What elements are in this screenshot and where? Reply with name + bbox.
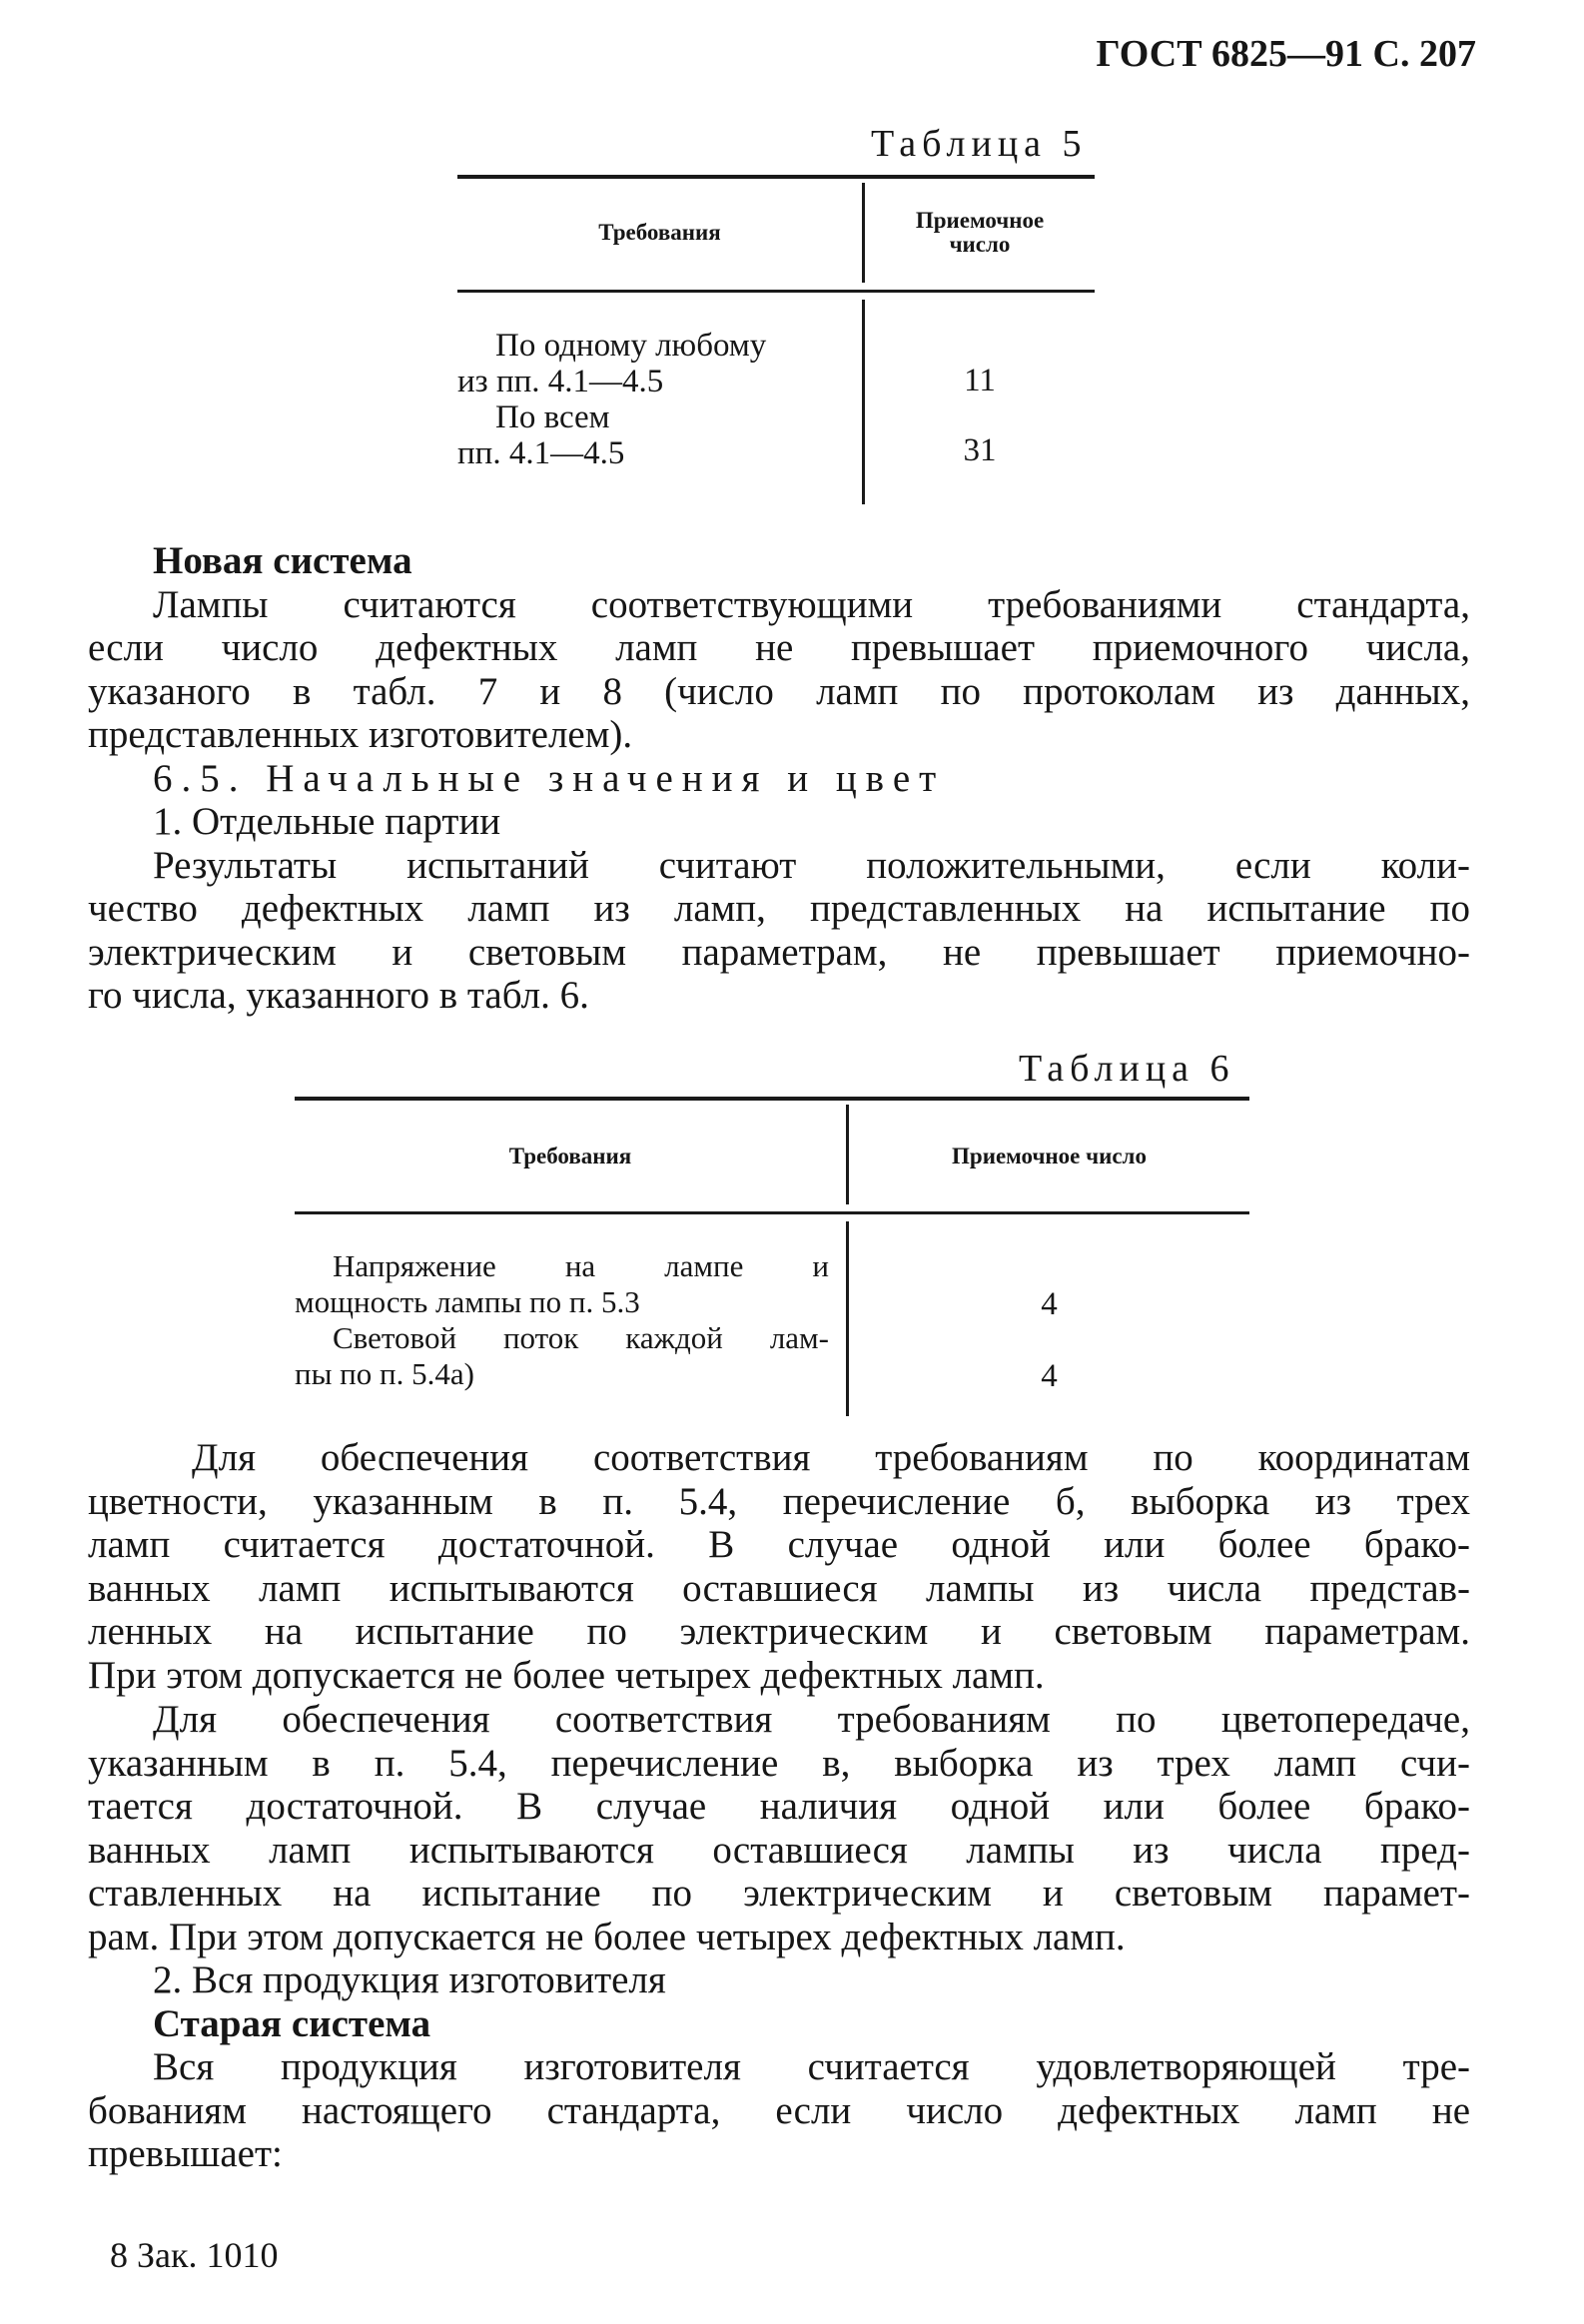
text-line: ванных ламп испытываются оставшиеся лампы из числа пред- (88, 1828, 1470, 1872)
table6-header-requirements: Требования (508, 1144, 632, 1168)
table6-row1-value: 4 (1041, 1286, 1058, 1322)
text-line: указаного в табл. 7 и 8 (число ламп по протоколам из данных, (88, 669, 1470, 713)
text-line: ленных на испытание по электрическим и световым параметрам. (88, 1610, 1470, 1653)
table6-row1-requirement: Напряжение на лампе и мощность лампы по п. 5.3 (295, 1248, 829, 1319)
table5-row2-requirement: По всем пп. 4.1—4.5 (457, 399, 625, 471)
text-line: рам. При этом допускается не более четырех дефектных ламп. (88, 1915, 1126, 1958)
table5-row2-value: 31 (963, 432, 997, 468)
text-line: ванных ламп испытываются оставшиеся лампы из числа представ- (88, 1566, 1470, 1610)
text-line: Вся продукция изготовителя считается удовлетворяющей тре- (153, 2045, 1470, 2088)
table5-row1-value: 11 (964, 363, 996, 398)
text-line: указанным в п. 5.4, перечисление в, выборка из трех ламп счи- (88, 1741, 1470, 1785)
text-line: Для обеспечения соответствия требованиям по координатам (192, 1436, 1470, 1479)
table5 (457, 175, 1095, 504)
text-line: При этом допускается не более четырех дефектных ламп. (88, 1653, 1045, 1697)
color-rendering-paragraph (88, 1698, 1470, 2176)
text-line: представленных изготовителем). (88, 713, 633, 756)
page-footer: 8 Зак. 1010 (110, 2235, 279, 2275)
chromaticity-paragraph (88, 1436, 1470, 1697)
text-line: тается достаточной. В случае наличия одной или более брако- (88, 1785, 1470, 1828)
text-line: Для обеспечения соответствия требованиям по цветопередаче, (153, 1698, 1470, 1741)
section-6-5-subtitle: 1. Отдельные партии (153, 800, 501, 843)
table5-caption: Таблица 5 (871, 123, 1088, 165)
text-line: Лампы считаются соответствующими требованиями стандарта, (153, 582, 1470, 626)
table6 (295, 1097, 1249, 1416)
table5-header-requirements: Требования (598, 220, 721, 245)
table6-row2-requirement: Световой поток каждой лам- пы по п. 5.4а) (295, 1320, 829, 1391)
new-system-heading: Новая система (153, 539, 412, 582)
old-system-heading: Старая система (153, 2001, 431, 2045)
table6-row2-value: 4 (1041, 1358, 1058, 1394)
text-line: если число дефектных ламп не превышает приемочного числа, (88, 626, 1470, 669)
page-header: ГОСТ 6825—91 С. 207 (1096, 33, 1476, 75)
text-line: цветности, указанным в п. 5.4, перечисление б, выборка из трех (88, 1479, 1470, 1523)
text-line: го числа, указанного в табл. 6. (88, 974, 589, 1017)
text-line: превышает: (88, 2132, 283, 2175)
text-line: бованиям настоящего стандарта, если число дефектных ламп не (88, 2088, 1470, 2132)
table6-header-acceptance: Приемочное число (952, 1144, 1147, 1168)
text-line: электрическим и световым параметрам, не превышает приемочно- (88, 930, 1470, 974)
text-line: ставленных на испытание по электрическим и световым парамет- (88, 1872, 1470, 1915)
table5-header-acceptance: Приемочное число (915, 208, 1045, 257)
table5-row1-requirement: По одному любому из пп. 4.1—4.5 (457, 328, 767, 399)
text-line: ламп считается достаточной. В случае одной или более брако- (88, 1523, 1470, 1566)
section-2-subtitle: 2. Вся продукция изготовителя (153, 1958, 666, 2001)
table6-caption: Таблица 6 (1019, 1048, 1235, 1090)
section-6-5-title: 6.5. Начальные значения и цвет (153, 756, 946, 800)
text-line: чество дефектных ламп из ламп, представленных на испытание по (88, 887, 1470, 930)
new-system-block (88, 539, 1470, 1018)
text-line: Результаты испытаний считают положительными, если коли- (153, 843, 1470, 887)
